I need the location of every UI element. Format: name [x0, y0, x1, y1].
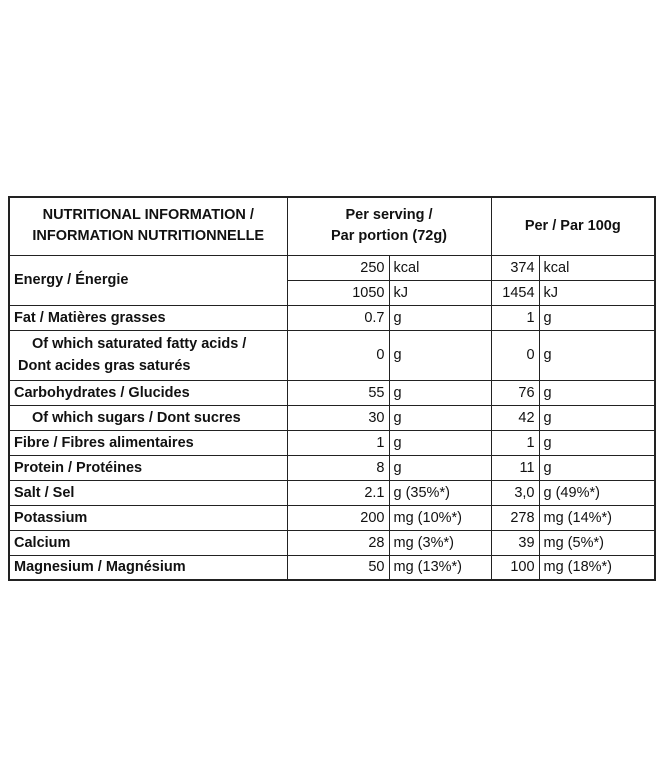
- per100-unit: g: [539, 455, 655, 480]
- table-row-potassium: [9, 505, 655, 530]
- serving-value: 50: [287, 555, 389, 580]
- serving-unit: mg (13%*): [389, 555, 491, 580]
- per100-value: 1: [491, 430, 539, 455]
- per100-unit: mg (18%*): [539, 555, 655, 580]
- table-row-carbohydrates: [9, 380, 655, 405]
- row-label-energy: Energy / Énergie: [9, 255, 287, 305]
- table-row-protein: [9, 455, 655, 480]
- serving-value: 30: [287, 405, 389, 430]
- row-label: Salt / Sel: [9, 480, 287, 505]
- table-row-fibre: [9, 430, 655, 455]
- serving-value: 200: [287, 505, 389, 530]
- table-row-saturated-fat: [9, 330, 655, 380]
- serving-value: 8: [287, 455, 389, 480]
- serving-unit: g: [389, 330, 491, 380]
- per100-unit: kcal: [539, 255, 655, 280]
- per100-value: 39: [491, 530, 539, 555]
- serving-unit: g (35%*): [389, 480, 491, 505]
- row-label: Carbohydrates / Glucides: [9, 380, 287, 405]
- per100-value: 374: [491, 255, 539, 280]
- serving-value: 0: [287, 330, 389, 380]
- row-label: Calcium: [9, 530, 287, 555]
- row-label: Magnesium / Magnésium: [9, 555, 287, 580]
- per100-unit: g: [539, 330, 655, 380]
- per100-value: 76: [491, 380, 539, 405]
- per100-unit: kJ: [539, 280, 655, 305]
- per100-value: 3,0: [491, 480, 539, 505]
- serving-unit: g: [389, 430, 491, 455]
- per100-value: 11: [491, 455, 539, 480]
- serving-unit: g: [389, 405, 491, 430]
- row-label: Protein / Protéines: [9, 455, 287, 480]
- serving-unit: kcal: [389, 255, 491, 280]
- table-row-magnesium: [9, 555, 655, 580]
- serving-value: 250: [287, 255, 389, 280]
- per100-unit: g: [539, 305, 655, 330]
- serving-value: 55: [287, 380, 389, 405]
- per100-value: 42: [491, 405, 539, 430]
- table-row-fat: [9, 305, 655, 330]
- row-label: Fibre / Fibres alimentaires: [9, 430, 287, 455]
- serving-value: 0.7: [287, 305, 389, 330]
- table-row-energy: [9, 255, 655, 280]
- serving-unit: kJ: [389, 280, 491, 305]
- per100-unit: g (49%*): [539, 480, 655, 505]
- row-label: Of which sugars / Dont sucres: [9, 405, 287, 430]
- serving-unit: g: [389, 305, 491, 330]
- header-nutritional-information: NUTRITIONAL INFORMATION / INFORMATION NUTRITIONNELLE: [9, 197, 287, 255]
- per100-value: 0: [491, 330, 539, 380]
- serving-unit: mg (3%*): [389, 530, 491, 555]
- per100-unit: g: [539, 380, 655, 405]
- serving-value: 2.1: [287, 480, 389, 505]
- row-label: Potassium: [9, 505, 287, 530]
- header-per-serving: Per serving / Par portion (72g): [287, 197, 491, 255]
- per100-value: 1454: [491, 280, 539, 305]
- serving-unit: g: [389, 380, 491, 405]
- row-label: Fat / Matières grasses: [9, 305, 287, 330]
- header-row: [9, 197, 655, 255]
- nutrition-table: [8, 196, 656, 581]
- serving-value: 28: [287, 530, 389, 555]
- per100-unit: g: [539, 430, 655, 455]
- table-row-sugars: [9, 405, 655, 430]
- serving-unit: mg (10%*): [389, 505, 491, 530]
- serving-value: 1050: [287, 280, 389, 305]
- serving-unit: g: [389, 455, 491, 480]
- serving-value: 1: [287, 430, 389, 455]
- header-per-100g: Per / Par 100g: [491, 197, 655, 255]
- per100-unit: mg (5%*): [539, 530, 655, 555]
- table-row-salt: [9, 480, 655, 505]
- per100-value: 278: [491, 505, 539, 530]
- per100-unit: mg (14%*): [539, 505, 655, 530]
- row-label: Of which saturated fatty acids / Dont acides gras saturés: [9, 330, 287, 380]
- per100-value: 100: [491, 555, 539, 580]
- table-row-calcium: [9, 530, 655, 555]
- per100-value: 1: [491, 305, 539, 330]
- per100-unit: g: [539, 405, 655, 430]
